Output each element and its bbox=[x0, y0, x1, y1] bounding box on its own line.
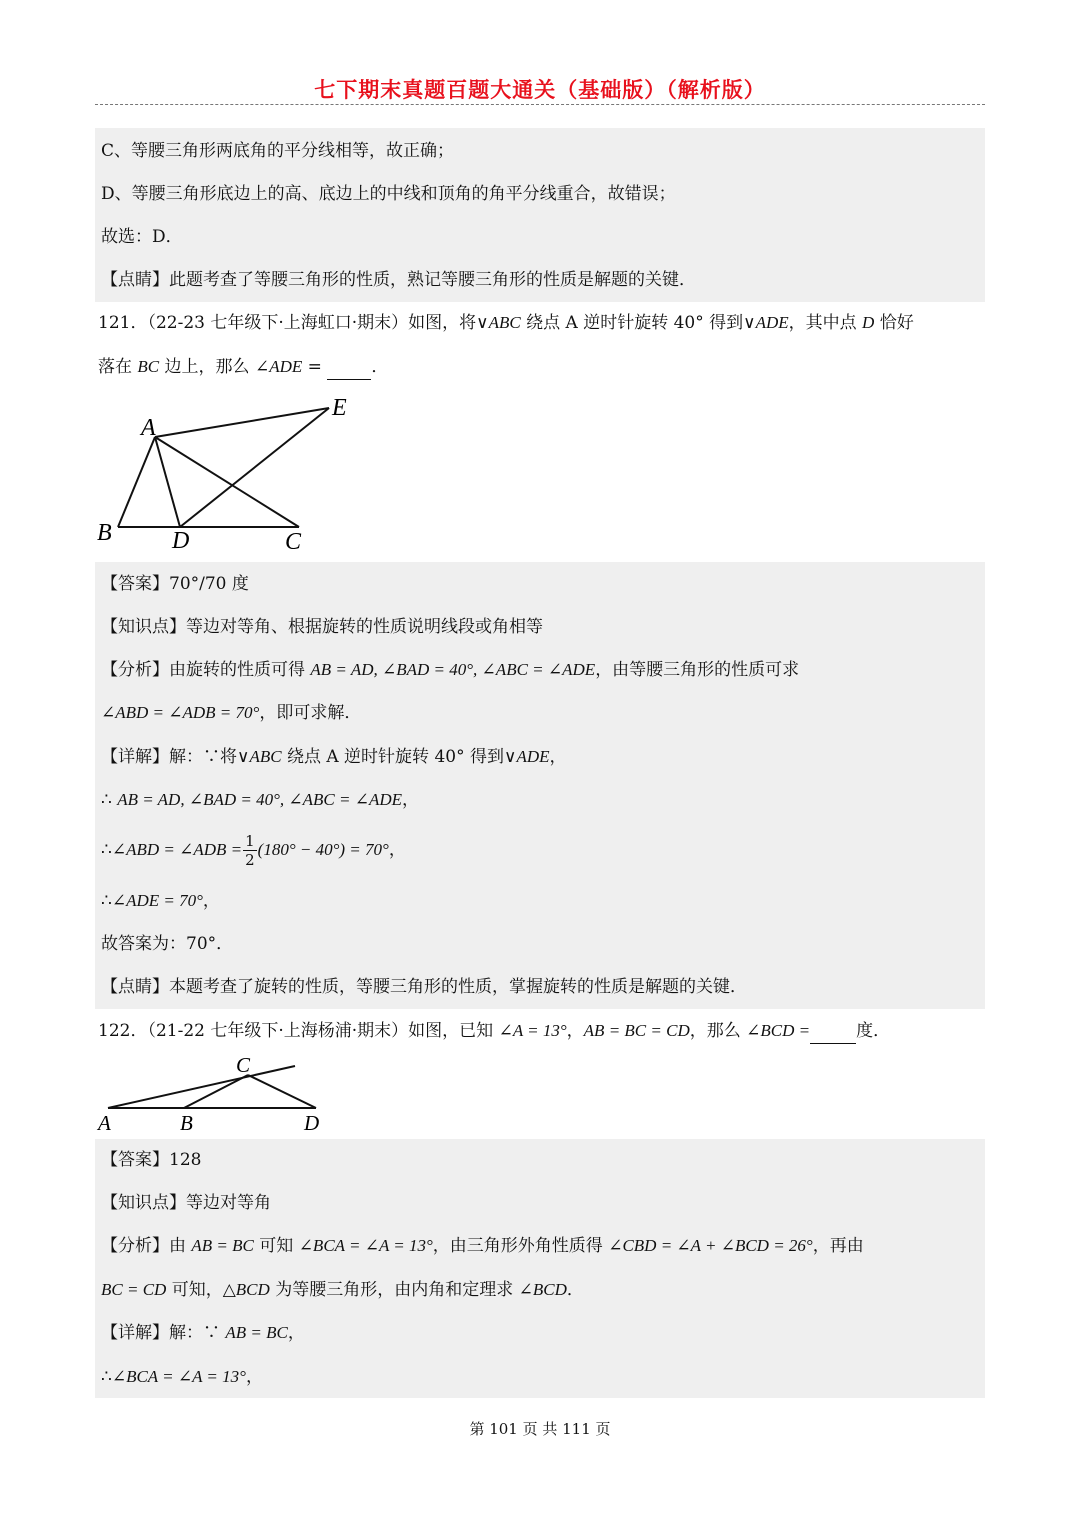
q122-text: ， bbox=[287, 1323, 305, 1343]
choice-text: 故选：D． bbox=[101, 227, 183, 247]
q122-figure bbox=[92, 1052, 320, 1136]
q121-text: 【分析】由旋转的性质可得 bbox=[101, 660, 311, 680]
q122-text: ，再由 bbox=[812, 1236, 864, 1256]
q121-text: ， bbox=[402, 790, 420, 810]
q121-figure bbox=[92, 392, 362, 557]
answer-blank bbox=[327, 355, 371, 380]
label-b: B bbox=[180, 1111, 193, 1135]
q121-text: ， bbox=[549, 747, 567, 767]
segment-ab bbox=[118, 437, 155, 527]
q121-answer: 【答案】70°/70 度 bbox=[101, 574, 249, 594]
q121-text: 绕点 A 逆时针旋转 40° 得到∨ bbox=[281, 747, 517, 767]
q122-math: ∠BCA = ∠A = 13° bbox=[298, 1236, 433, 1255]
q122-text: 【分析】由 bbox=[101, 1236, 192, 1256]
label-a: A bbox=[98, 1111, 111, 1135]
q122-answer: 【答案】128 bbox=[101, 1150, 202, 1170]
q121-text: 边上，那么 ∠ bbox=[159, 357, 270, 377]
dianjing-text: 【点睛】此题考查了等腰三角形的性质，熟记等腰三角形的性质是解题的关键． bbox=[101, 270, 696, 290]
q122-text: ，由三角形外角性质得 bbox=[432, 1236, 609, 1256]
q121-stem-line1 bbox=[98, 311, 914, 335]
label-a: A bbox=[141, 415, 156, 441]
q122-detail-line2 bbox=[101, 1365, 263, 1389]
q121-text: ， bbox=[202, 891, 220, 911]
fraction-one-half bbox=[243, 832, 257, 869]
page-header-title: 七下期末真题百题大通关（基础版）（解析版） bbox=[314, 77, 766, 102]
label-d: D bbox=[172, 528, 190, 554]
q121-math: ADE bbox=[269, 357, 303, 376]
q121-text: ，由等腰三角形的性质可求 bbox=[595, 660, 800, 680]
page-footer: 第 101 页 共 111 页 bbox=[469, 1420, 611, 1438]
q122-text: ∴ bbox=[101, 1367, 112, 1387]
option-c-text: C、等腰三角形两底角的平分线相等，故正确； bbox=[101, 141, 455, 161]
q121-math: BC bbox=[137, 357, 160, 376]
q122-text: ， bbox=[245, 1367, 263, 1387]
q121-text: 【详解】解：∵将∨ bbox=[101, 747, 250, 767]
q122-analysis-line2 bbox=[101, 1278, 584, 1302]
q122-text: 可知， bbox=[166, 1280, 223, 1300]
q121-math: ADE bbox=[516, 747, 550, 766]
header-divider bbox=[95, 104, 985, 105]
answer-blank bbox=[810, 1019, 856, 1044]
q122-text: 度． bbox=[856, 1021, 891, 1041]
q121-knowledge: 【知识点】等边对等角、根据旋转的性质说明线段或角相等 bbox=[101, 617, 543, 637]
q122-text: ，那么 bbox=[689, 1021, 747, 1041]
q121-math: ADE bbox=[755, 313, 789, 332]
q121-result: 故答案为：70°． bbox=[101, 934, 234, 954]
q122-knowledge: 【知识点】等边对等角 bbox=[101, 1193, 271, 1213]
label-e: E bbox=[332, 395, 347, 421]
q122-text: 可知 bbox=[253, 1236, 299, 1256]
q122-text: 122．（21-22 七年级下·上海杨浦·期末）如图，已知 bbox=[98, 1021, 499, 1041]
label-d: D bbox=[304, 1111, 320, 1135]
q121-math: AB = AD, ∠BAD = 40°, ∠ABC = ∠ADE bbox=[117, 790, 403, 809]
q122-math: AB = BC = CD bbox=[583, 1021, 690, 1040]
q122-math: △BCD bbox=[222, 1280, 270, 1299]
q121-text: ． bbox=[371, 357, 389, 377]
q121-analysis-line1 bbox=[101, 658, 799, 682]
fraction-denominator: 2 bbox=[245, 851, 255, 869]
q121-solution-box bbox=[95, 562, 985, 1009]
q121-text: ∴ bbox=[101, 840, 112, 860]
q122-math: ∠BCD = bbox=[746, 1021, 811, 1040]
q121-text: ∴ bbox=[101, 891, 112, 911]
q122-math: ∠BCA = ∠A = 13° bbox=[111, 1367, 246, 1386]
q121-detail-line1 bbox=[101, 745, 566, 769]
q121-detail-line4 bbox=[101, 889, 220, 913]
q122-text: 【详解】解：∵ bbox=[101, 1323, 226, 1343]
q121-math: ABC bbox=[249, 747, 282, 766]
q122-detail-line1 bbox=[101, 1321, 305, 1345]
label-c: C bbox=[285, 529, 302, 555]
ray-ac bbox=[108, 1066, 295, 1108]
q122-math: AB = BC bbox=[191, 1236, 254, 1255]
label-b: B bbox=[97, 520, 112, 546]
q121-math: ∠ADE = 70° bbox=[111, 891, 203, 910]
q121-detail-line3 bbox=[101, 828, 406, 872]
q122-text: 为等腰三角形，由内角和定理求 bbox=[269, 1280, 519, 1300]
label-c: C bbox=[236, 1053, 251, 1077]
q122-stem bbox=[98, 1019, 890, 1044]
option-d-text: D、等腰三角形底边上的高、底边上的中线和顶角的角平分线重合，故错误； bbox=[101, 184, 676, 204]
q121-text: ， bbox=[388, 840, 406, 860]
q122-math: ∠BCD bbox=[518, 1280, 567, 1299]
segment-cd bbox=[248, 1075, 316, 1108]
segment-ae bbox=[155, 408, 329, 437]
q121-stem-line2 bbox=[98, 355, 388, 380]
q122-math: ∠A = 13° bbox=[498, 1021, 567, 1040]
q121-dianjing: 【点睛】本题考查了旋转的性质，等腰三角形的性质，掌握旋转的性质是解题的关键． bbox=[101, 977, 747, 997]
segment-bc bbox=[184, 1075, 248, 1108]
q122-solution-box bbox=[95, 1139, 985, 1398]
q121-math: ∠ABD = ∠ADB = bbox=[111, 840, 243, 859]
q121-math: AB = AD, ∠BAD = 40°, ∠ABC = ∠ADE bbox=[310, 660, 596, 679]
q122-math: BC = CD bbox=[101, 1280, 167, 1299]
q122-text: ． bbox=[566, 1280, 584, 1300]
q122-analysis-line1 bbox=[101, 1234, 864, 1258]
q122-math: ∠CBD = ∠A + ∠BCD = 26° bbox=[608, 1236, 813, 1255]
q121-text: = bbox=[302, 357, 328, 377]
q121-math: ∠ABD = ∠ADB = 70° bbox=[101, 703, 260, 722]
q121-text: 121．（22-23 七年级下·上海虹口·期末）如图，将∨ bbox=[98, 313, 489, 333]
q121-math: (180° − 40°) = 70° bbox=[257, 840, 389, 859]
q121-analysis-line2 bbox=[101, 701, 361, 725]
q121-math: ABC bbox=[488, 313, 521, 332]
q121-detail-line2 bbox=[101, 788, 419, 812]
q122-math: AB = BC bbox=[225, 1323, 288, 1342]
q121-text: ，其中点 bbox=[788, 313, 863, 333]
fraction-numerator: 1 bbox=[245, 832, 255, 850]
q121-math: D bbox=[862, 313, 875, 332]
q121-text: 落在 bbox=[98, 357, 138, 377]
q121-text: ∴ bbox=[101, 790, 118, 810]
q122-text: ， bbox=[566, 1021, 584, 1041]
q121-text: ，即可求解． bbox=[259, 703, 362, 723]
q121-text: 绕点 A 逆时针旋转 40° 得到∨ bbox=[520, 313, 756, 333]
prev-solution-box bbox=[95, 128, 985, 302]
q121-text: 恰好 bbox=[874, 313, 914, 333]
